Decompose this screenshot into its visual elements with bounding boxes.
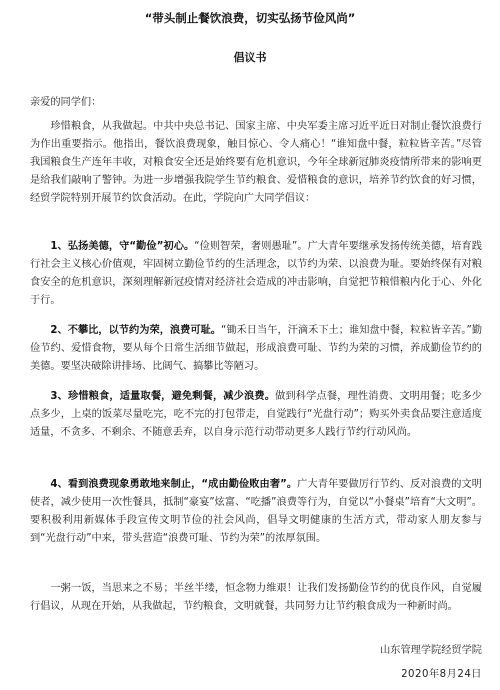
paragraph-lead: 4、看到浪费现象勇敢地来制止，“成由勤俭败由奢”。	[50, 479, 298, 490]
paragraph-point-3	[30, 388, 482, 442]
paragraph-point-4	[30, 476, 482, 548]
paragraph-text: 珍惜粮食，从我做起。中共中央总书记、国家主席、中央军委主席习近平近日对制止餐饮浪费行为作出重要指示。他指出，餐饮浪费现象，触目惊心、令人痛心！“谁知盘中餐，粒粒皆辛苦。”尽管我国粮食生产连年丰收，对粮食安全还是始终要有危机意识，今年全球新冠肺炎疫情所带来的影响更是给我们敲响了警钟。为进一步增强我院学生节约粮食、爱惜粮食的意识，培养节约饮食的好习惯，经贸学院特别开展节约饮食活动。在此，学院向广大同学倡议：	[30, 121, 482, 204]
document-subtitle: 倡议书	[233, 51, 267, 64]
paragraph-lead: 2、不攀比，以节约为荣，浪费可耻。	[50, 325, 222, 336]
paragraph-closing	[30, 580, 482, 616]
paragraph-point-1	[30, 238, 482, 310]
paragraph-point-2	[30, 322, 482, 376]
signature-date: 2020年8月24日	[401, 669, 482, 680]
document-title: “带头制止餐饮浪费，切实弘扬节俭风尚”	[144, 11, 356, 25]
paragraph-text: 一粥一饭，当思来之不易；半丝半缕，恒念物力维艰！让我们发扬勤俭节约的优良作风，自觉履行倡议，从现在开始，从我做起，节约粮食，文明就餐，共同努力让节约粮食成为一种新时尚。	[30, 583, 482, 612]
paragraph-lead: 1、弘扬美德，守“勤俭”初心。	[50, 241, 195, 252]
paragraph-text: 做到科学点餐，理性消费、文明用餐；吃多少点多少，上桌的饭菜尽量吃完，吃不完的打包带走，自觉践行“光盘行动”；购买外卖食品要注意适度适量，不贪多、不剩余、不随意丢弃，以自身示范行动带动更多人践行节约行动风尚。	[30, 391, 482, 438]
paragraph-text: “俭则智荣，奢则愚耻”。广大青年要继承发扬传统美德，培育践行社会主义核心价值观，牢固树立勤俭节约的生活理念，以节约为荣、以浪费为耻。要始终保有对粮食安全的危机意识，深刻理解新冠疫情对经济社会造成的冲击影响，自觉把节粮惜粮内化于心、外化于行。	[30, 241, 482, 306]
paragraph-text: 广大青年要做厉行节约、反对浪费的文明使者，减少使用一次性餐具，抵制“豪宴”炫富、“吃播”浪费等行为，自觉以“小餐桌”培育“大文明”。要积极利用新媒体手段宣传文明节俭的社会风尚，倡导文明健康的生活方式，带动家人朋友参与到“光盘行动”中来，带头营造“浪费可耻、节约为荣”的浓厚氛围。	[30, 479, 482, 544]
salutation: 亲爱的同学们：	[30, 97, 102, 108]
signature-organization: 山东管理学院经贸学院	[380, 645, 482, 656]
paragraph-intro	[30, 118, 482, 208]
paragraph-lead: 3、珍惜粮食，适量取餐，避免剩餐，减少浪费。	[50, 391, 276, 402]
paragraph-text: “锄禾日当午，汗滴禾下土；谁知盘中餐，粒粒皆辛苦。”勤俭节约、爱惜食物，要从每个日常生活细节做起，形成浪费可耻、节约为荣的习惯，养成勤俭节约的美德。要坚决破除讲排场、比阔气、搞攀比等陋习。	[30, 325, 483, 372]
